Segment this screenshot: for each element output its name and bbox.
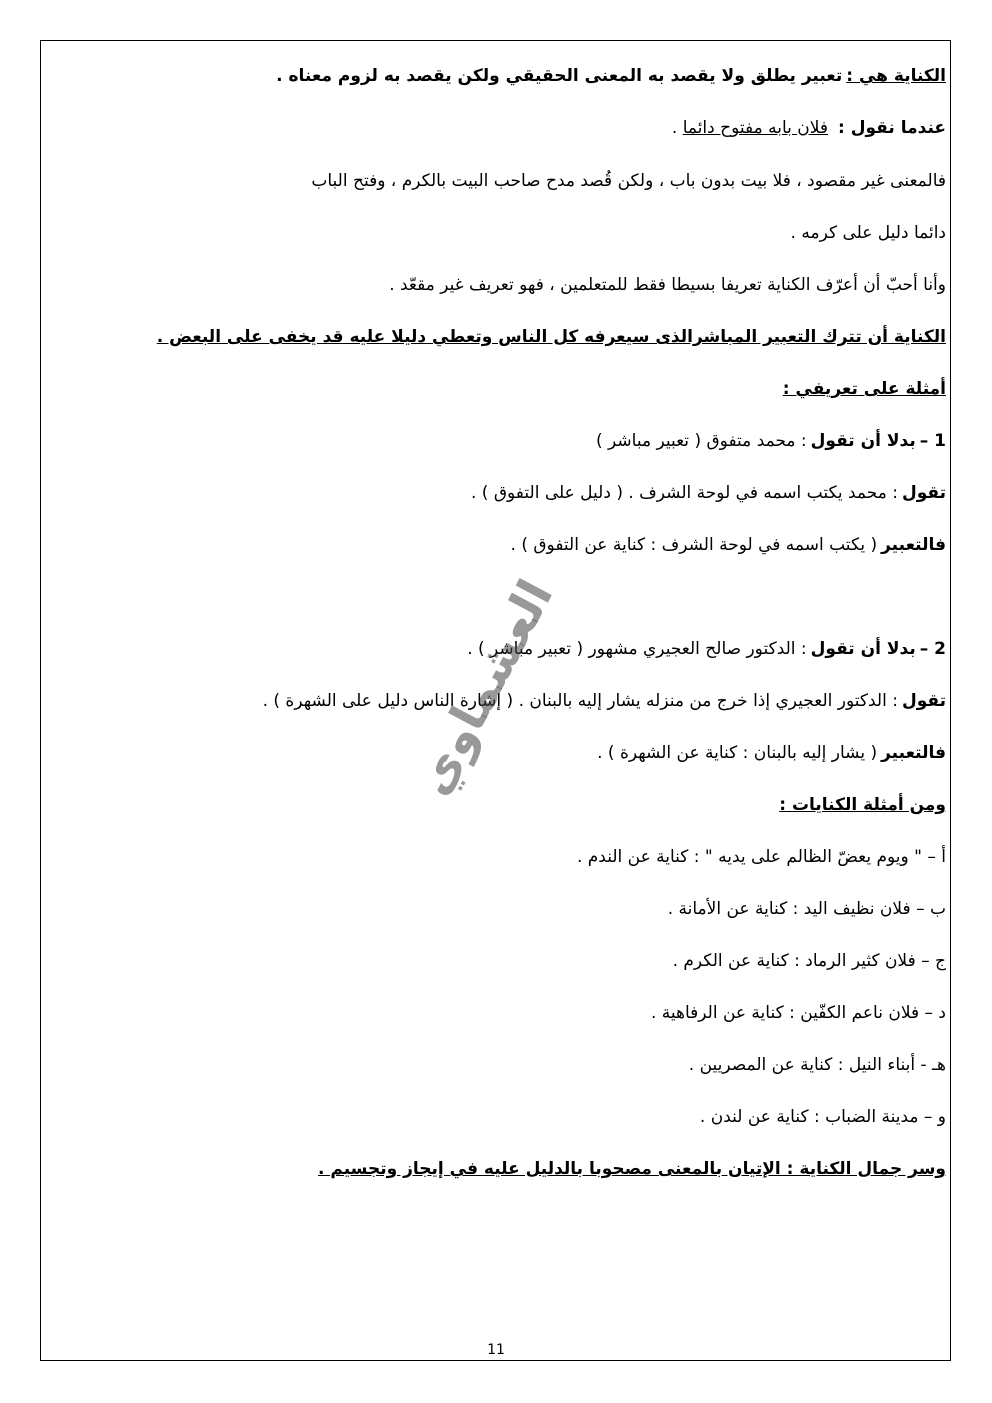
example2-say (263, 689, 946, 713)
example1-instead-text: : محمد متفوق ( تعبير مباشر ) (595, 431, 807, 451)
saying-label: عندما نقول : (838, 118, 946, 138)
definition-line (276, 64, 946, 88)
example1-say-label: تقول (901, 483, 946, 503)
explanation-line-1: فالمعنى غير مقصود ، فلا بيت بدون باب ، ولكن قُصد مدح صاحب البيت بالكرم ، وفتح الباب (311, 171, 946, 191)
example1-expr-label: فالتعبير (881, 535, 946, 555)
explanation-line-2: دائما دليل على كرمه . (790, 223, 946, 243)
list-item: هـ - أبناء النيل : كناية عن المصريين . (688, 1055, 946, 1075)
list-item: د – فلان ناعم الكفّين : كناية عن الرفاهية . (650, 1003, 946, 1023)
watermark: العشماوي (404, 570, 565, 805)
example2-expr-label: فالتعبير (881, 743, 946, 763)
example2-expression (597, 741, 946, 765)
example1-instead-label: بدلا أن تقول (810, 431, 916, 451)
list-item: أ – " ويوم يعضّ الظالم على يديه " : كناية عن الندم . (576, 847, 946, 867)
example2-say-text: : الدكتور العجيري إذا خرج من منزله يشار إليه بالبنان . ( إشارة الناس دليل على الشهرة ) . (262, 691, 898, 711)
list-item: ب – فلان نظيف اليد : كناية عن الأمانة . (667, 899, 946, 919)
more-examples-heading: ومن أمثلة الكنايات : (779, 795, 946, 815)
example1-say (471, 481, 946, 505)
saying-line: عندما نقول :فلان بابه مفتوح دائما . (671, 118, 946, 138)
simple-definition: الكناية أن تترك التعبير المباشرالذى سيعرفه كل الناس وتعطي دليلا عليه قد يخفى على البعض . (156, 327, 946, 347)
example1-number: 1 – (919, 431, 946, 451)
example2-number: 2 – (919, 639, 946, 659)
example2-say-label: تقول (901, 691, 946, 711)
explanation-line-3: وأنا أحبّ أن أعرّف الكناية تعريفا بسيطا فقط للمتعلمين ، فهو تعريف غير مقعّد . (389, 275, 946, 295)
list-item: و – مدينة الضباب : كناية عن لندن . (699, 1107, 946, 1127)
example1-instead (596, 429, 946, 453)
example2-instead-text: : الدكتور صالح العجيري مشهور ( تعبير مباشر ) . (467, 639, 807, 659)
example1-expression (511, 533, 946, 557)
example1-say-text: : محمد يكتب اسمه في لوحة الشرف . ( دليل على التفوق ) . (470, 483, 898, 503)
list-item: ج – فلان كثير الرماد : كناية عن الكرم . (672, 951, 946, 971)
saying-example: فلان بابه مفتوح دائما (682, 118, 829, 138)
examples-heading: أمثلة على تعريفي : (782, 379, 946, 399)
definition-text: تعبير يطلق ولا يقصد به المعنى الحقيقي ولكن يقصد به لزوم معناه . (276, 66, 843, 86)
definition-term: الكناية هي : (846, 66, 946, 86)
example1-expr-text: ( يكتب اسمه في لوحة الشرف : كناية عن التفوق ) . (510, 535, 878, 555)
page-number: 11 (487, 1342, 505, 1358)
example2-expr-text: ( يشار إليه بالبنان : كناية عن الشهرة ) . (597, 743, 878, 763)
beauty-secret: وسر جمال الكناية : الإتيان بالمعنى مصحوبا بالدليل عليه في إيجاز وتجسيم . (318, 1159, 946, 1179)
example2-instead-label: بدلا أن تقول (810, 639, 916, 659)
